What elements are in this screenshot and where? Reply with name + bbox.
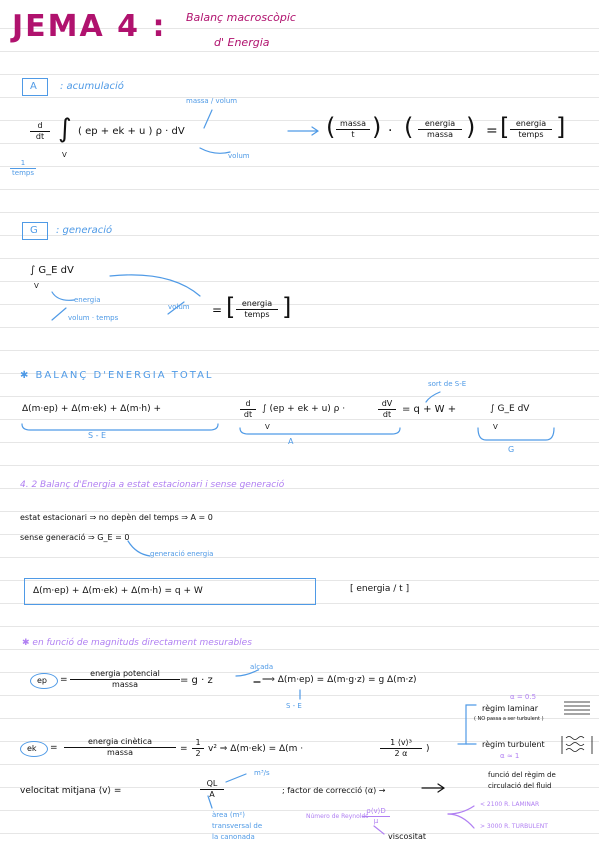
section-a-name: : acumulació xyxy=(60,81,124,92)
annot-g-energia: energia xyxy=(74,296,101,304)
reynolds-turbulent: > 3000 R. TURBULENT xyxy=(480,823,548,830)
annot-ep-se: S - E xyxy=(286,702,302,710)
integral-sign: ∫ xyxy=(58,114,72,144)
units-paren-1-close: ) xyxy=(372,113,382,141)
annot-generacio-energia: generació energia xyxy=(150,550,214,558)
units-energia-temps: energia temps xyxy=(510,120,552,139)
estat-estacionari-line: estat estacionari ⇒ no depèn del temps ⇒ A = 0 xyxy=(20,513,213,522)
viscositat-label: viscositat xyxy=(388,832,426,841)
factor-note-2: circulació del fluid xyxy=(488,782,552,790)
integral-vol-sub: V xyxy=(62,151,67,159)
annot-g-volum-temps: volum · temps xyxy=(68,314,119,322)
balanc-integral-term: ∫ (ep + ek + u) ρ · xyxy=(262,404,346,414)
ep-label-ellipse xyxy=(30,673,58,689)
ep-result: ⟹ Δ(m·ep) = Δ(m·g·z) = g Δ(m·z) xyxy=(262,675,417,685)
annot-brace-g: G xyxy=(508,445,515,454)
ek-mean-fraction: 1 ⟨v⟩³ 2 α xyxy=(380,739,422,758)
reynolds-fraction: ρ⟨v⟩D μ xyxy=(362,808,390,825)
annot-brace-a: A xyxy=(288,437,294,446)
velocitat-fraction: QL A xyxy=(200,780,224,799)
ddt-den: dt xyxy=(35,132,45,141)
balanc-ddt: d dt xyxy=(240,400,256,419)
units-note-energia-t: [ energia / t ] xyxy=(350,584,410,594)
annot-area-3: la canonada xyxy=(212,833,255,841)
ek-half: 1 2 xyxy=(192,739,204,758)
g-units-bracket-close: ] xyxy=(282,293,292,321)
balanc-rhs-integral: ∫ G_E dV xyxy=(490,404,530,414)
reynolds-laminar: < 2100 R. LAMINAR xyxy=(480,801,540,808)
regim-laminar: règim laminar xyxy=(482,704,539,713)
g-units-bracket-open: [ xyxy=(226,293,236,321)
units-equals: = xyxy=(486,123,498,139)
annot-area: àrea (m²) xyxy=(212,811,245,819)
boxed-equation-frame xyxy=(24,578,316,605)
sense-generacio-line: sense generació ⇒ G_E = 0 xyxy=(20,533,130,542)
reynolds-label: Número de Reynolds xyxy=(306,813,369,820)
g-units-equals: = xyxy=(212,303,223,317)
page-title: JEMA 4 : xyxy=(12,9,167,44)
units-dot: · xyxy=(388,123,393,139)
regim-turbulent: règim turbulent xyxy=(482,740,545,749)
ek-eq-a: = xyxy=(180,744,188,754)
balanc-total-heading: ✱ BALANÇ D'ENERGIA TOTAL xyxy=(20,370,214,381)
annot-brace-se: S - E xyxy=(88,431,107,440)
annot-inv-den: temps xyxy=(12,169,34,177)
factor-note-1: funció del règim de xyxy=(488,771,556,779)
ek-eq-b: v² ⇒ Δ(m·ek) = Δ(m · xyxy=(208,744,304,754)
annot-se-top: sort de S-E xyxy=(428,380,467,388)
section-g-label-box xyxy=(22,222,48,240)
alpha-laminar: α = 0.5 xyxy=(510,693,537,701)
ddt-fraction xyxy=(30,122,50,141)
alpha-turbulent: α ≈ 1 xyxy=(500,752,520,760)
regim-laminar-note: ( NO passa a ser turbulent ) xyxy=(474,716,544,722)
units-energia-massa: energia massa xyxy=(418,120,462,139)
page-subtitle-line2: d' Energia xyxy=(214,36,270,49)
annot-alcada: alçada xyxy=(250,663,274,671)
balanc-dvdt: dV dt xyxy=(378,400,396,419)
ek-eq-c: ) xyxy=(426,744,430,754)
annot-g-volum: volum xyxy=(168,303,190,311)
units-paren-2-open: ( xyxy=(404,113,414,141)
section-a-label-box xyxy=(22,78,48,96)
units-bracket-close: ] xyxy=(556,113,566,141)
annot-inv-temps xyxy=(10,160,36,177)
units-massa-temps: massa t xyxy=(336,120,370,139)
ek-equals: = xyxy=(50,743,58,753)
velocitat-mitjana-label: velocitat mitjana ⟨v⟩ = xyxy=(20,786,122,796)
balanc-rhs: = q + W + xyxy=(402,404,457,415)
balanc-lhs: Δ(m·ep) + Δ(m·ek) + Δ(m·h) + xyxy=(22,404,162,414)
ek-label: ek xyxy=(27,744,37,753)
factor-correccio-label: ; factor de correcció (α) → xyxy=(282,786,386,795)
g-units-energia-temps: energia temps xyxy=(236,300,278,319)
ek-fraction: energia cinètica massa xyxy=(64,738,176,757)
section-g-label: G xyxy=(30,225,38,236)
page-subtitle-line1: Balanç macroscòpic xyxy=(186,11,296,24)
section-4-2-heading: 4. 2 Balanç d'Energia a estat estacionari i sense generació xyxy=(20,480,285,490)
annot-area-2: transversal de xyxy=(212,822,263,830)
ep-fraction: energia potencial massa xyxy=(70,670,180,689)
accumulation-integrand: ( ep + ek + u ) ρ · dV xyxy=(78,126,185,137)
units-bracket-open: [ xyxy=(500,113,510,141)
units-paren-2-close: ) xyxy=(466,113,476,141)
balanc-rhs-vol-sub: V xyxy=(493,423,498,431)
annot-massa-volum: massa / volum xyxy=(186,97,238,105)
ddt-num: d xyxy=(30,122,50,132)
section-a-label: A xyxy=(30,81,37,92)
units-paren-1-open: ( xyxy=(326,113,336,141)
magnituds-heading: ✱ en funció de magnituds directament mesurables xyxy=(22,638,252,648)
annot-m3s: m³/s xyxy=(254,769,270,777)
boxed-equation: Δ(m·ep) + Δ(m·ek) + Δ(m·h) = q + W xyxy=(33,586,203,596)
ek-label-ellipse xyxy=(20,741,48,757)
ep-gz: = g · z xyxy=(180,675,213,686)
balanc-vol-sub: V xyxy=(265,423,270,431)
generation-vol-sub: V xyxy=(34,282,39,290)
section-g-name: : generació xyxy=(56,225,113,236)
ep-label: ep xyxy=(37,676,47,685)
ep-equals: = xyxy=(60,675,68,685)
generation-integral: ∫ G_E dV xyxy=(30,265,74,276)
annot-inv-num: 1 xyxy=(10,160,36,169)
annot-volum: volum xyxy=(228,152,250,160)
